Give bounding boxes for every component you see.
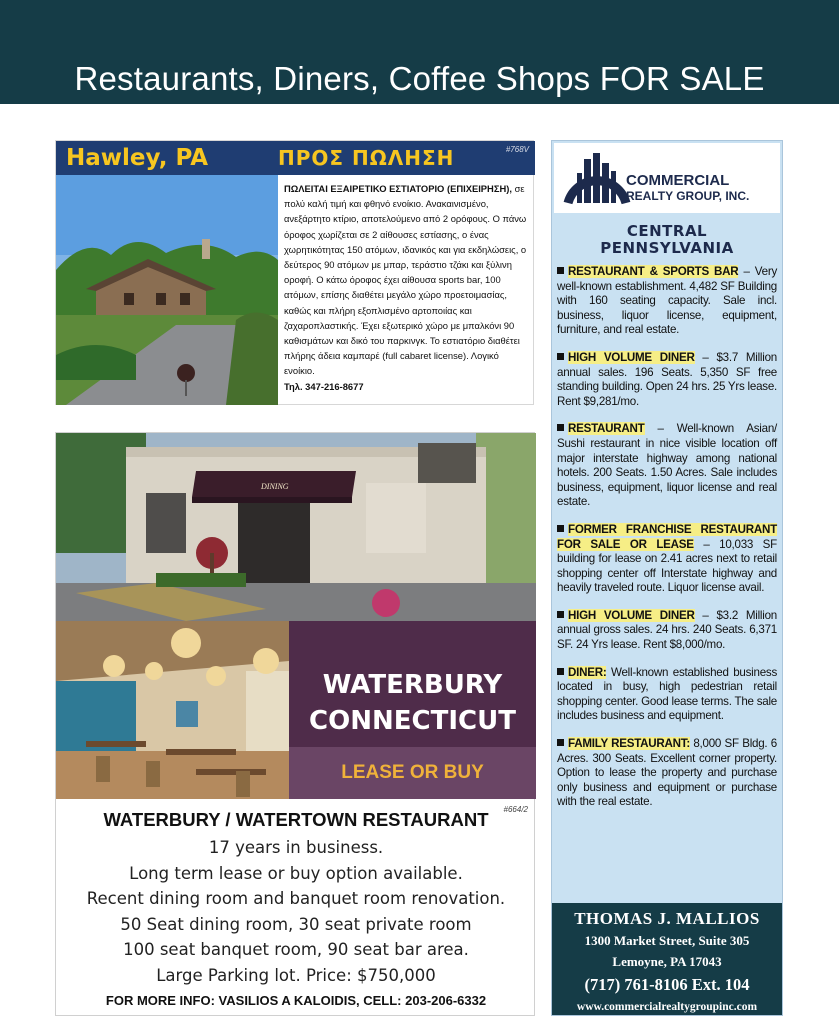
listing-head: HIGH VOLUME DINER xyxy=(568,608,695,622)
list-item xyxy=(557,666,777,724)
agent-website: www.commercialrealtygroupinc.com xyxy=(576,1001,758,1013)
listing-head: DINER: xyxy=(568,665,607,679)
waterbury-ad-code: #664/2 xyxy=(503,805,528,814)
listings xyxy=(557,265,777,823)
commercial-realty-sidebar xyxy=(551,140,783,1016)
region-line2: PENNSYLVANIA xyxy=(600,239,734,257)
waterbury-dining-room-photo xyxy=(56,621,289,799)
waterbury-details xyxy=(56,835,536,988)
waterbury-detail-line: Large Parking lot. Price: $750,000 xyxy=(156,965,436,985)
listing-head: RESTAURANT & SPORTS BAR xyxy=(568,265,739,278)
bullet-square-icon xyxy=(557,353,564,360)
listing-head: HIGH VOLUME DINER xyxy=(568,350,695,364)
bullet-square-icon xyxy=(557,668,564,675)
listing-head: FORMER FRANCHISE RESTAURANT FOR SALE OR LEASE xyxy=(557,522,777,551)
waterbury-detail-line: 100 seat banquet room, 90 seat bar area. xyxy=(123,940,469,959)
bullet-square-icon xyxy=(557,267,564,274)
hawley-ad-code: #768V xyxy=(505,145,529,154)
hawley-city: Hawley, PA xyxy=(66,145,208,171)
waterbury-city-line1: WATERBURY xyxy=(322,670,503,700)
waterbury-detail-line: 50 Seat dining room, 30 seat private room xyxy=(120,914,472,934)
bullet-square-icon xyxy=(557,739,564,746)
list-item xyxy=(557,737,777,810)
waterbury-detail-line: 17 years in business. xyxy=(208,838,384,857)
hawley-description-lead: ΠΩΛΕΙΤΑΙ ΕΞΑΙΡΕΤΙΚΟ ΕΣΤΙΑΤΟΡΙΟ (ΕΠΙΧΕΙΡΗΣΗ), xyxy=(284,183,512,194)
waterbury-exterior-photo xyxy=(56,433,536,621)
page-banner xyxy=(0,0,839,104)
hawley-ad xyxy=(55,140,534,405)
agent-phone: (717) 761-8106 Ext. 104 xyxy=(584,975,750,994)
list-item xyxy=(557,422,777,510)
listing-body: – $3.2 Million annual gross sales. 24 hrs. 240 Seats. 6,371 SF. 24 Yrs lease. Rent $8,000/mo. xyxy=(557,608,777,652)
listing-head: FAMILY RESTAURANT: xyxy=(568,737,690,751)
hawley-for-sale-heading: ΠΡΟΣ ΠΩΛΗΣΗ xyxy=(278,146,455,170)
hawley-restaurant-photo xyxy=(56,175,278,405)
waterbury-title: WATERBURY / WATERTOWN RESTAURANT xyxy=(103,809,489,830)
logo-line1: COMMERCIAL xyxy=(626,172,730,189)
list-item xyxy=(557,523,777,596)
listing-body: – 10,033 SF building for lease on 2.41 acres next to retail shopping center off Interstate highway and heavily traveled route. Liquor license avail. xyxy=(557,537,777,595)
waterbury-lease-or-buy: LEASE OR BUY xyxy=(289,747,536,799)
agent-contact xyxy=(552,903,782,1015)
hawley-ad-header xyxy=(56,141,535,175)
waterbury-ad xyxy=(55,432,535,1016)
company-logo-icon xyxy=(562,143,632,213)
agent-name: THOMAS J. MALLIOS xyxy=(574,909,760,928)
logo-line2: REALTY GROUP, INC. xyxy=(626,189,750,203)
hawley-description-body: σε πολύ καλή τιμή και φθηνό ενοίκιο. Ανακαινισμένο, ανεξάρτητο κτίριο, αποτελούμενο από 2 ορόφους. Ο πάνω όροφος χωρίζεται σε 2 αίθουσες εστίασης, ο ένας χωρητικότητας 150 ατόμων, ιδανικός και για εκδηλώσεις, ο δεύτερος 90 ατόμων με μπαρ, τεράστιο τζάκι και ξύλινη οροφή. Ο κάτω όροφος έχει αίθουσα sports bar, 100 ατόμων, επίσης διαθέτει μεγάλο χώρο προετοιμασίας, καθώς και πλήρη εξοπλισμένο αρτοποιίας και ζαχαροπλαστικής. Έχει εξωτερικό χώρο με μπαλκόνι 90 καθισμάτων και δικό του παρκινγκ. Το εστιατόριο διαθέτει πλήρης άδεια καμπαρέ (full cabaret license). Λογικό ενοίκιο. xyxy=(284,183,527,377)
page-title: Restaurants, Diners, Coffee Shops FOR SALE xyxy=(74,60,765,97)
listing-body: – $3.7 Million annual sales. 196 Seats. 5,350 SF free standing building. Open 24 hrs. 25 Yrs lease. Rent $9,281/mo. xyxy=(557,350,777,408)
listing-body: Well-known established business located in busy, high pedestrian retail shopping center. Good lease terms. The sale includes business and equipment. xyxy=(557,665,777,723)
listing-body: – Well-known Asian/ Sushi restaurant in nice visible location off major interstate highway among national hotels. 200 Seats. 1.50 Acres. Sale includes business, equipment, liquor license and real estate. xyxy=(557,422,777,509)
list-item xyxy=(557,351,777,409)
hawley-phone: Τηλ. 347-216-8677 xyxy=(284,380,364,392)
listing-body: – Very well-known establishment. 4,482 SF Building with 160 seating capacity. Sale incl. business, liquor license, equipment, furniture, and real estate. xyxy=(557,265,777,337)
waterbury-city-line2: CONNECTICUT xyxy=(309,706,516,736)
listing-body: 8,000 SF Bldg. 6 Acres. 300 Seats. Excellent corner property. Option to lease the property and purchase only business and equipment or purchase with the real estate. xyxy=(557,737,777,809)
waterbury-city xyxy=(289,667,536,739)
waterbury-awning-text: DINING xyxy=(261,482,289,491)
list-item xyxy=(557,609,777,653)
waterbury-detail-line: Long term lease or buy option available. xyxy=(129,863,463,883)
list-item xyxy=(557,265,777,338)
agent-address-line1: 1300 Market Street, Suite 305 xyxy=(584,933,750,948)
hawley-description xyxy=(284,181,530,394)
agent-address-line2: Lemoyne, PA 17043 xyxy=(612,954,722,969)
bullet-square-icon xyxy=(557,525,564,532)
listing-head: RESTAURANT xyxy=(568,422,645,436)
region-heading xyxy=(552,223,782,257)
waterbury-contact-info: FOR MORE INFO: VASILIOS A KALOIDIS, CELL: 203-206-6332 xyxy=(105,993,487,1008)
bullet-square-icon xyxy=(557,611,564,618)
waterbury-location-panel xyxy=(289,621,536,799)
company-logo xyxy=(554,143,780,213)
bullet-square-icon xyxy=(557,424,564,431)
waterbury-detail-line: Recent dining room and banquet room renovation. xyxy=(86,889,506,908)
region-line1: CENTRAL xyxy=(626,222,708,240)
